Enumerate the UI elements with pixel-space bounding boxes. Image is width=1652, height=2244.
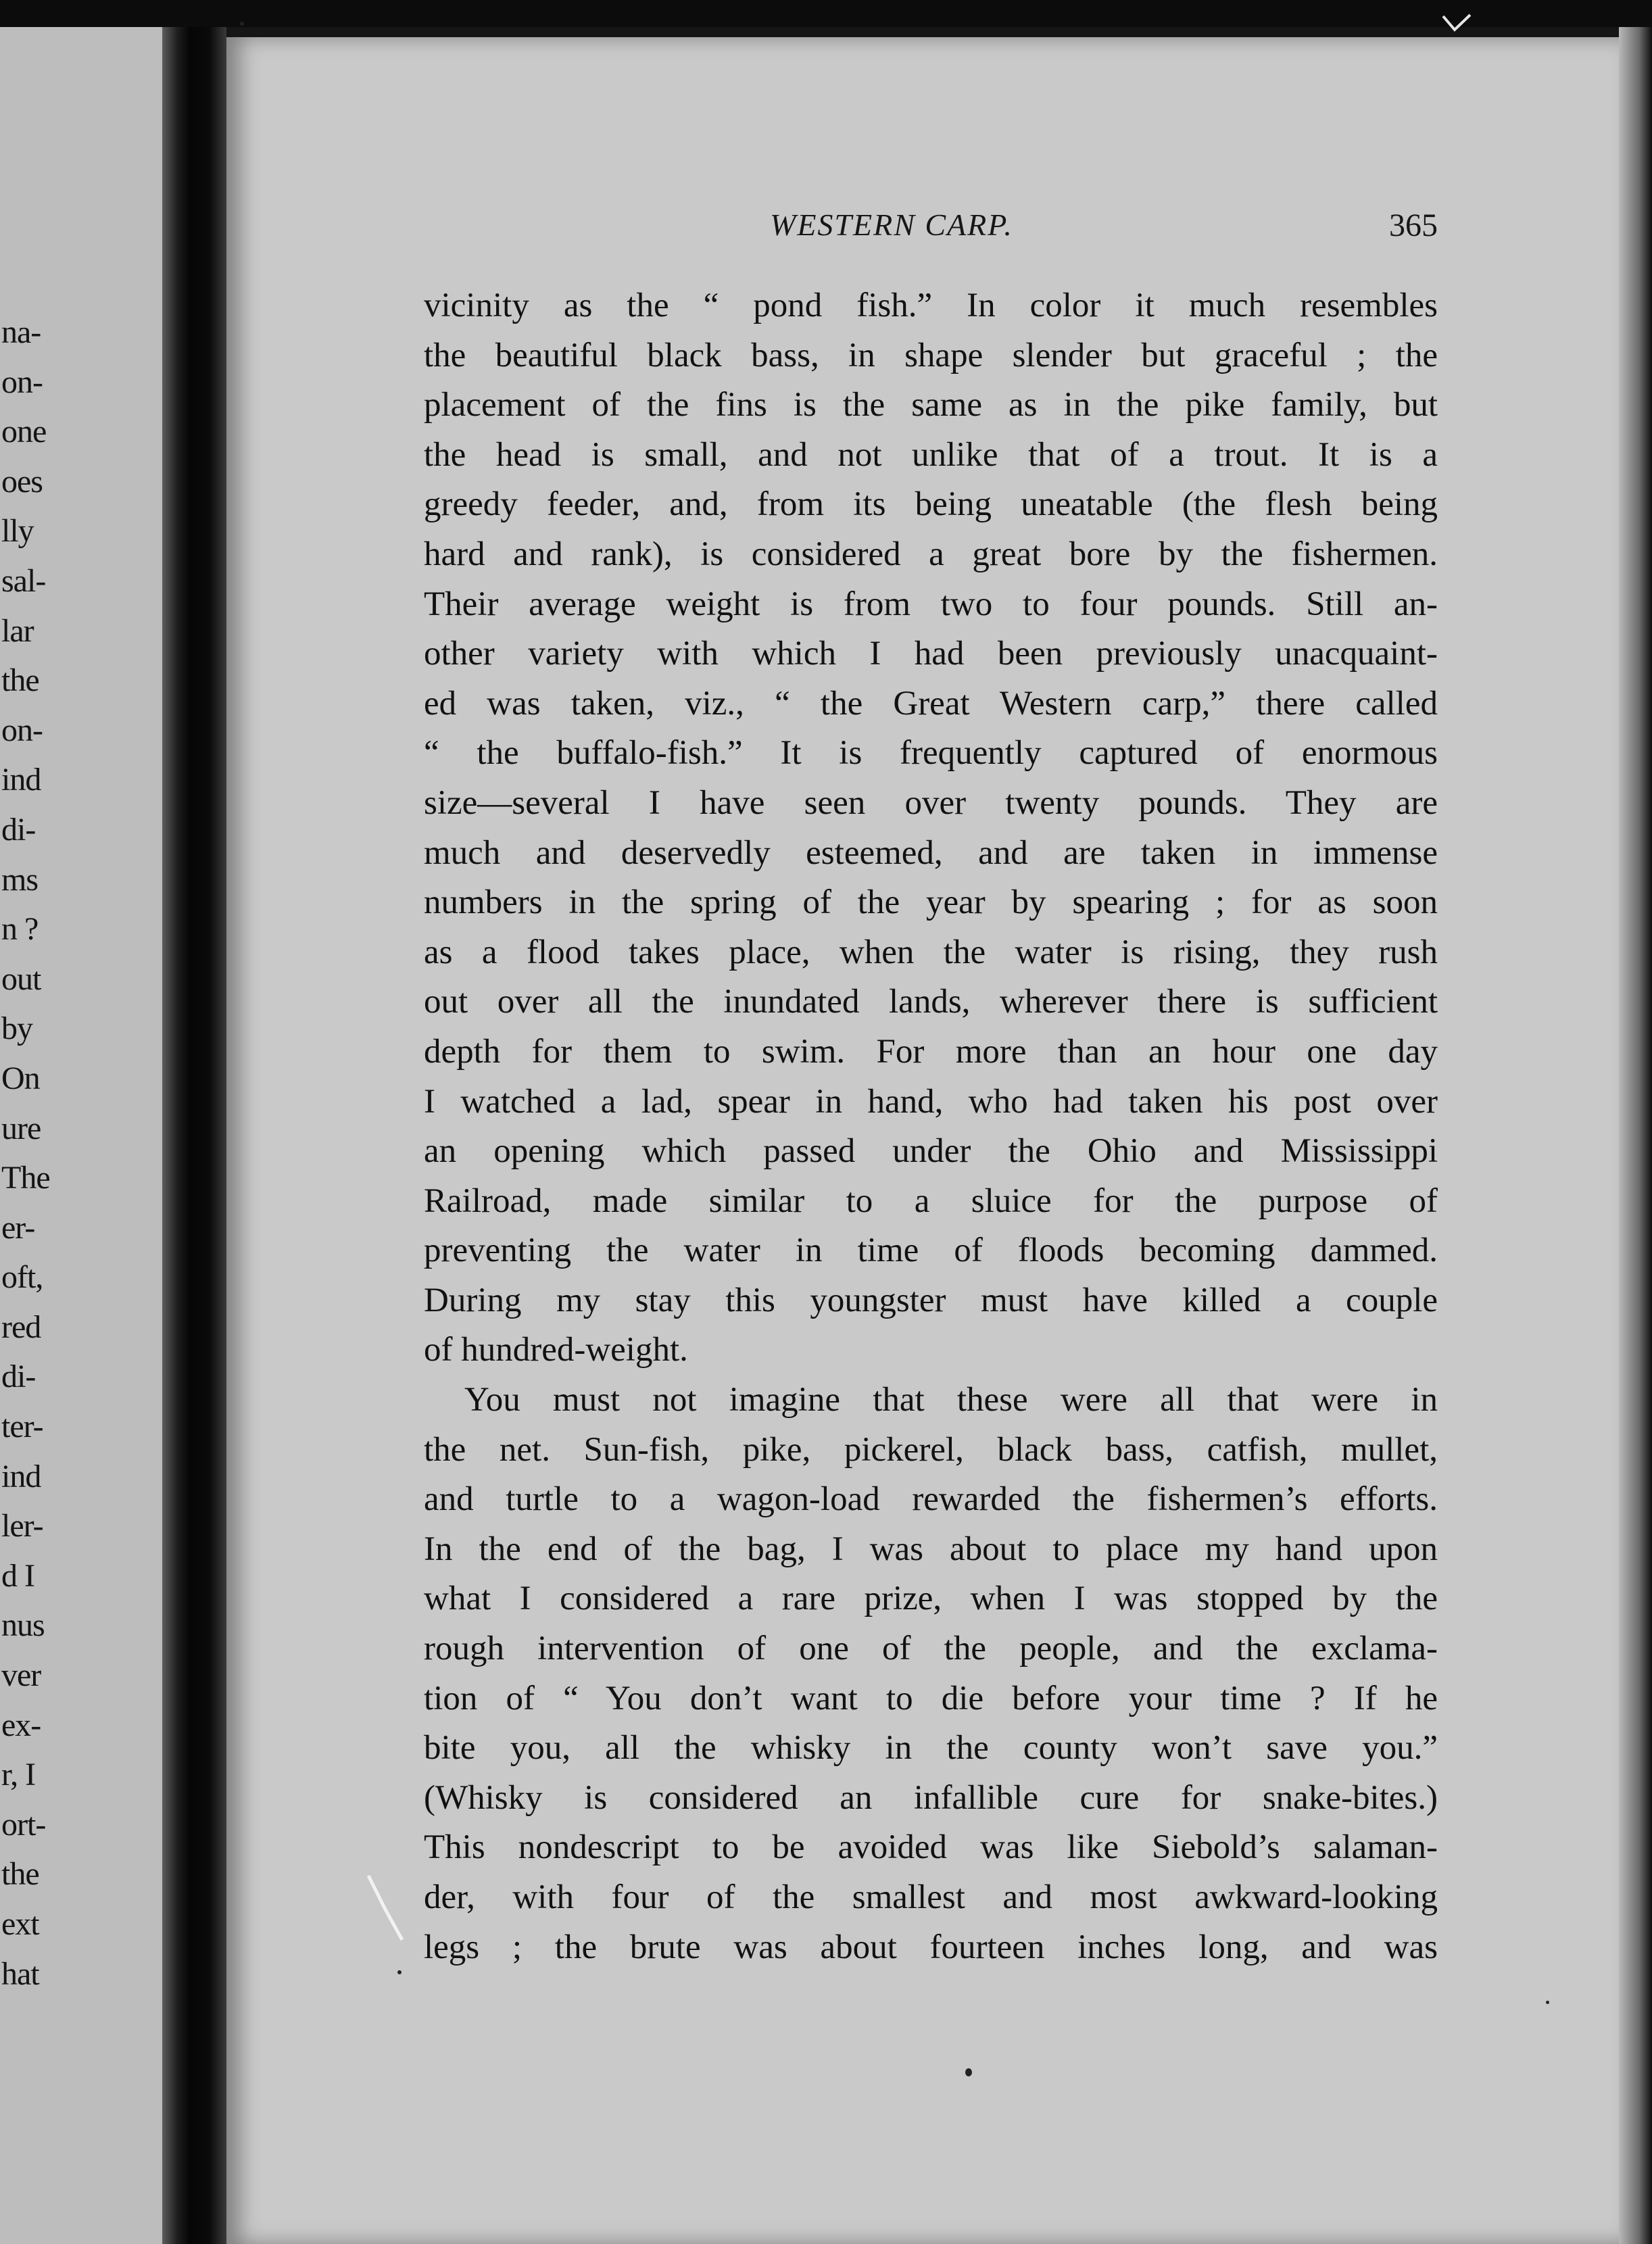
left-page-fragment: er- xyxy=(1,1209,35,1246)
left-page-fragment: oft, xyxy=(1,1259,43,1296)
left-page-fragment: di- xyxy=(1,1359,36,1395)
scan-top-border xyxy=(0,0,1652,27)
text-line: size—several I have seen over twenty pounds. They are xyxy=(424,783,1438,822)
running-title: WESTERN CARP. xyxy=(770,208,1013,242)
page-number: 365 xyxy=(1389,208,1438,243)
scan-speck xyxy=(240,22,244,26)
text-line: Their average weight is from two to four pounds. Still an- xyxy=(424,585,1438,623)
scan-scratch-mark xyxy=(365,1872,406,1947)
text-line: der, with four of the smallest and most awkward-looking xyxy=(424,1878,1438,1916)
scan-speck xyxy=(397,1970,402,1974)
left-page-fragment: ure xyxy=(1,1110,41,1146)
text-line: This nondescript to be avoided was like Siebold’s salaman- xyxy=(424,1828,1438,1867)
left-page-fragment: ter- xyxy=(1,1409,43,1445)
text-line: an opening which passed under the Ohio and Mississippi xyxy=(424,1132,1438,1171)
text-line: the net. Sun-fish, pike, pickerel, black bass, catfish, mullet, xyxy=(424,1430,1438,1469)
text-line: of hundred-weight. xyxy=(424,1331,688,1369)
left-page-fragment: one xyxy=(1,414,47,450)
text-line: legs ; the brute was about fourteen inches long, and was xyxy=(424,1928,1438,1966)
text-line: In the end of the bag, I was about to place my hand upon xyxy=(424,1530,1438,1568)
left-page-fragment: out xyxy=(1,960,41,997)
left-page-fragment: sal- xyxy=(1,562,46,599)
text-line: numbers in the spring of the year by spearing ; for as soon xyxy=(424,883,1438,922)
book-gutter xyxy=(162,27,226,2244)
text-line: ed was taken, viz., “ the Great Western carp,” there called xyxy=(424,684,1438,723)
left-page-fragment: the xyxy=(1,1856,39,1893)
left-page-fragment: by xyxy=(1,1010,32,1047)
text-line: placement of the fins is the same as in the pike family, but xyxy=(424,386,1438,424)
text-line: as a flood takes place, when the water is rising, they rush xyxy=(424,933,1438,971)
running-head xyxy=(424,207,1438,251)
left-page-fragment: on- xyxy=(1,364,43,400)
page-right-edge xyxy=(1619,27,1652,2244)
text-line: out over all the inundated lands, wherever there is sufficient xyxy=(424,983,1438,1021)
left-page-fragment: ex- xyxy=(1,1707,41,1743)
text-line: tion of “ You don’t want to die before your time ? If he xyxy=(424,1679,1438,1717)
left-page-fragment: On xyxy=(1,1060,40,1096)
text-line: You must not imagine that these were all that were in xyxy=(464,1381,1438,1419)
left-page-fragment: ler- xyxy=(1,1508,43,1544)
left-page-fragment: red xyxy=(1,1309,41,1345)
left-page-fragment: the xyxy=(1,662,39,699)
text-line: “ the buffalo-fish.” It is frequently captured of enormous xyxy=(424,734,1438,773)
left-page-fragment: lar xyxy=(1,612,34,649)
left-page-fragment: oes xyxy=(1,463,43,499)
left-page-fragment: r, I xyxy=(1,1757,36,1793)
left-page-fragment: ind xyxy=(1,762,41,798)
text-line: vicinity as the “ pond fish.” In color it much resembles xyxy=(424,287,1438,324)
scan-speck xyxy=(965,2068,972,2076)
text-line: rough intervention of one of the people, and the exclama- xyxy=(424,1630,1438,1668)
left-page-fragment: ver xyxy=(1,1657,41,1694)
left-page-fragment: ind xyxy=(1,1458,41,1494)
text-line: Railroad, made similar to a sluice for the purpose of xyxy=(424,1181,1438,1220)
text-line: (Whisky is considered an infallible cure for snake-bites.) xyxy=(424,1778,1438,1817)
left-page-fragment: d I xyxy=(1,1557,34,1594)
text-line: preventing the water in time of floods becoming dammed. xyxy=(424,1231,1438,1270)
left-page-fragment: di- xyxy=(1,811,36,848)
text-line: other variety with which I had been previously unacquaint- xyxy=(424,635,1438,673)
text-line: the beautiful black bass, in shape slender but graceful ; the xyxy=(424,336,1438,374)
body-text xyxy=(424,281,1438,1972)
left-page-line-fragments xyxy=(1,308,53,1999)
corner-tick-mark xyxy=(1440,9,1474,36)
text-line: bite you, all the whisky in the county won’t save you.” xyxy=(424,1729,1438,1767)
text-line: I watched a lad, spear in hand, who had taken his post over xyxy=(424,1082,1438,1121)
left-page-fragment: ext xyxy=(1,1906,39,1942)
scan-speck xyxy=(1546,2001,1549,2004)
left-page-fragment: ms xyxy=(1,861,39,898)
left-page-fragment: n ? xyxy=(1,911,39,948)
left-page-fragment: ort- xyxy=(1,1806,46,1843)
left-page-fragment: na- xyxy=(1,314,41,350)
text-line: and turtle to a wagon-load rewarded the fishermen’s efforts. xyxy=(424,1480,1438,1519)
left-page-fragment: The xyxy=(1,1160,50,1196)
text-line: much and deservedly esteemed, and are taken in immense xyxy=(424,833,1438,872)
text-line: During my stay this youngster must have killed a couple xyxy=(424,1281,1438,1319)
left-page-fragment: nus xyxy=(1,1607,45,1644)
left-page-fragment: hat xyxy=(1,1955,39,1992)
text-line: the head is small, and not unlike that of a trout. It is a xyxy=(424,435,1438,474)
left-page-fragment: on- xyxy=(1,712,43,748)
text-line: hard and rank), is considered a great bore by the fishermen. xyxy=(424,535,1438,573)
text-line: greedy feeder, and, from its being uneatable (the flesh being xyxy=(424,485,1438,524)
left-page-fragment: lly xyxy=(1,513,34,550)
text-line: depth for them to swim. For more than an hour one day xyxy=(424,1032,1438,1071)
text-line: what I considered a rare prize, when I was stopped by the xyxy=(424,1580,1438,1618)
